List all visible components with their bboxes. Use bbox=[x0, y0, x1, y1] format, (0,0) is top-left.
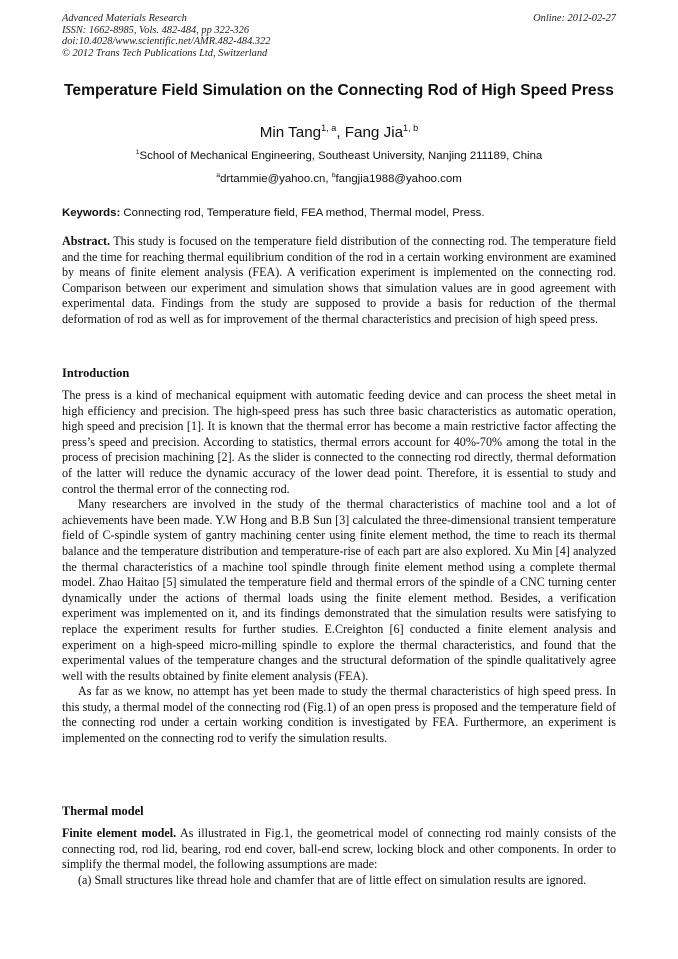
paragraph: Many researchers are involved in the study of the thermal characteristics of machine tool and a lot of achievements have been made. Y.W Hong and B.B Sun [3] calculated the three-dimensional transient temperature field of C-spindle system of gantry machining center using finite element method, the time to reach its thermal balance and the temperature distribution and temperature-rise of each part are also explored. Xu Min [4] analyzed the thermal characteristics of a machine tool spindle through finite element method using a complete thermal model. Zhao Haitao [5] simulated the temperature field and thermal errors of the spindle of a CNC turning center dynamically under the actions of thermal loads using the finite element method. Besides, a verification experiment was implemented on it, and its findings demonstrated that the simulation results were satisfying to replace the experiment results for further studies. E.Creighton [6] conducted a finite element analysis and experiment on a high-speed micro-milling spindle to explore the thermal characteristics, and found that the experimental values of the temperature changes and the structural deformation of the spindle qualitatively agree well with the results obtained by finite element analysis (FEA). bbox=[62, 497, 616, 683]
email-mark: b bbox=[331, 172, 336, 180]
journal-header bbox=[62, 13, 270, 59]
author-name: Min Tang bbox=[259, 124, 322, 141]
paragraph: (a) Small structures like thread hole and chamfer that are of little effect on simulation results are ignored. bbox=[78, 872, 587, 887]
author-list bbox=[62, 123, 616, 143]
introduction-body bbox=[62, 388, 616, 747]
doi-line: doi:10.4028/www.scientific.net/AMR.482-484.322 bbox=[62, 36, 271, 48]
email-address[interactable]: fangjia1988@yahoo.com bbox=[335, 173, 462, 185]
section-heading-introduction: Introduction bbox=[62, 366, 130, 380]
thermal-model-body bbox=[62, 826, 616, 888]
abstract-text: This study is focused on the temperature field distribution of the connecting rod. The temperature field and the time for reaching thermal equilibrium condition of the rod in a certain working environment are examined by means of finite element analysis (FEA). A verification experiment is implemented on the connecting rod. Comparison between our experiment and simulation shows that simulation values are in good agreement with experimental data. Findings from the study are supposed to provide a basis for reduction of the thermal deformation of rod as well as for improvement of the thermal characteristics and precision of high speed press. bbox=[62, 234, 616, 326]
keywords-text: Connecting rod, Temperature field, FEA method, Thermal model, Press. bbox=[123, 207, 485, 219]
abstract bbox=[62, 234, 616, 328]
author-mark: 1, b bbox=[403, 122, 419, 133]
paper-title: Temperature Field Simulation on the Connecting Rod of High Speed Press bbox=[64, 82, 614, 99]
affiliation-text: School of Mechanical Engineering, Southeast University, Nanjing 211189, China bbox=[139, 150, 543, 162]
online-date: Online: 2012-02-27 bbox=[533, 13, 616, 24]
journal-name: Advanced Materials Research bbox=[62, 13, 187, 24]
author-separator: , bbox=[336, 124, 345, 141]
keywords bbox=[62, 206, 616, 220]
copyright-line: © 2012 Trans Tech Publications Ltd, Switzerland bbox=[62, 47, 268, 59]
email-address[interactable]: drtammie@yahoo.cn bbox=[220, 173, 326, 185]
email-mark: a bbox=[216, 172, 221, 180]
author-mark: 1, a bbox=[321, 122, 337, 133]
keywords-label: Keywords: bbox=[62, 207, 121, 219]
abstract-label: Abstract. bbox=[62, 234, 111, 248]
author-emails bbox=[62, 172, 616, 186]
section-heading-thermal-model: Thermal model bbox=[62, 804, 144, 818]
affiliation-mark: 1 bbox=[135, 149, 140, 157]
subsection-label: Finite element model. bbox=[62, 826, 177, 840]
paragraph: The press is a kind of mechanical equipment with automatic feeding device and can process the sheet metal in high efficiency and precision. The high-speed press has such three basic characteristics as automatic operation, high speed and precision [1]. It is known that the thermal error has become a main restrictive factor affecting the press’s speed and precision. According to statistics, thermal errors account for 40%-70% among the total in the process of precision machining [2]. As the slider is connected to the connecting rod directly, thermal deformation of the latter will reduce the dynamic accuracy of the lower dead point. Therefore, it is essential to study and control the thermal error of the connecting rod. bbox=[62, 388, 616, 496]
paragraph: As illustrated in Fig.1, the geometrical model of connecting rod mainly consists of the connecting rod, rod lid, bearing, rod end cover, ball-end screw, locking block and other components. In order to simplify the thermal model, the following assumptions are made: bbox=[62, 826, 616, 872]
author-name: Fang Jia bbox=[344, 124, 404, 141]
affiliation bbox=[62, 149, 616, 163]
issn-line: ISSN: 1662-8985, Vols. 482-484, pp 322-326 bbox=[62, 24, 250, 36]
email-separator: , bbox=[325, 173, 332, 185]
paragraph: As far as we know, no attempt has yet been made to study the thermal characteristics of high speed press. In this study, a thermal model of the connecting rod (Fig.1) of an open press is proposed and the temperature field of the connecting rod under a certain working condition is investigated by FEA. Furthermore, an experiment is implemented on the connecting rod to verify the simulation results. bbox=[62, 684, 616, 746]
